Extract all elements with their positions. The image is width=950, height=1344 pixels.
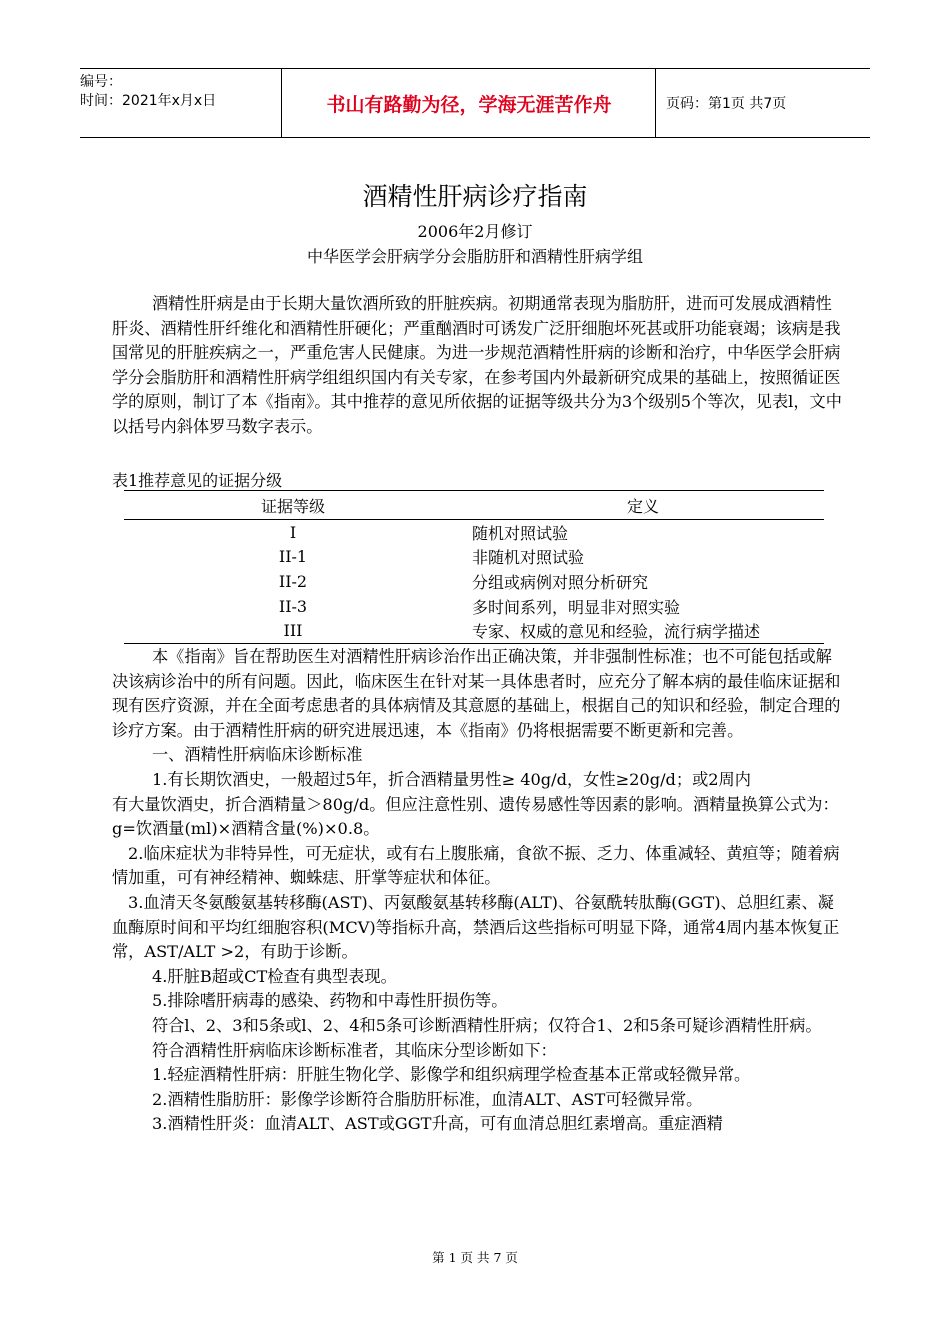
main-body — [112, 645, 844, 1137]
table-header-row — [124, 491, 824, 520]
time-label: 时间：2021年x月x日 — [80, 93, 217, 109]
criterion-1-first-line: 1.有长期饮酒史，一般超过5年，折合酒精量男性≥ 40g/d，女性≥20g/d；或2周内 — [152, 769, 751, 789]
section-heading-diagnosis: 一、酒精性肝病临床诊断标准 — [152, 745, 363, 765]
table-row — [124, 520, 824, 545]
evidence-definition: 分组或病例对照分析研究 — [472, 572, 649, 592]
table-row — [124, 545, 824, 570]
evidence-definition: 专家、权威的意见和经验，流行病学描述 — [462, 618, 824, 643]
table-row — [124, 618, 824, 643]
criteria-summary: 符合l、2、3和5条或l、2、4和5条可诊断酒精性肝病；仅符合1、2和5条可疑诊酒精性肝病。 — [152, 1015, 822, 1035]
table-row — [124, 569, 824, 594]
classification-intro: 符合酒精性肝病临床诊断标准者，其临床分型诊断如下： — [152, 1040, 557, 1060]
criterion-3: 3.血清天冬氨酸氨基转移酶(AST)、丙氨酸氨基转移酶(ALT)、谷氨酰转肽酶(GGT)、总胆红素、凝血酶原时间和平均红细胞容积(MCV)等指标升高，禁酒后这些指标可明显下降，通常4周内基本恢复正常，AST/ALT >2，有助于诊断。 — [112, 892, 840, 962]
col-definition-header: 定义 — [462, 491, 824, 520]
header-page-info: 页码：第1页 共7页 — [666, 96, 787, 112]
type-1-mild: 1.轻症酒精性肝病：肝脏生物化学、影像学和组织病理学检查基本正常或轻微异常。 — [152, 1065, 751, 1085]
evidence-level: II-1 — [278, 547, 308, 567]
intro-paragraph: 酒精性肝病是由于长期大量饮酒所致的肝脏疾病。初期通常表现为脂肪肝，进而可发展成酒精性肝炎、酒精性肝纤维化和酒精性肝硬化；严重酗酒时可诱发广泛肝细胞坏死甚或肝功能衰竭；该病是我国常见的肝脏疾病之一，严重危害人民健康。为进一步规范酒精性肝病的诊断和治疗，中华医学会肝病学分会脂肪肝和酒精性肝病学组组织国内有关专家，在参考国内外最新研究成果的基础上，按照循证医学的原则，制订了本《指南》。其中推荐的意见所依据的证据等级共分为3个级别5个等次，见表l，文中以括号内斜体罗马数字表示。 — [112, 294, 842, 436]
criterion-5: 5.排除嗜肝病毒的感染、药物和中毒性肝损伤等。 — [152, 991, 508, 1011]
organization: 中华医学会肝病学分会脂肪肝和酒精性肝病学组 — [306, 247, 643, 266]
evidence-level: II-3 — [278, 596, 308, 616]
evidence-level: II-2 — [278, 571, 308, 591]
type-2-fatty-liver: 2.酒精性脂肪肝：影像学诊断符合脂肪肝标准，血清ALT、AST可轻微异常。 — [152, 1089, 703, 1109]
document-title: 酒精性肝病诊疗指南 — [362, 182, 588, 211]
evidence-definition: 随机对照试验 — [472, 523, 569, 543]
guideline-purpose-paragraph: 本《指南》旨在帮助医生对酒精性肝病诊治作出正确决策，并非强制性标准；也不可能包括或解决该病诊治中的所有问题。因此，临床医生在针对某一具体患者时，应充分了解本病的最佳临床证据和现有医疗资源，并在全面考虑患者的具体病情及其意愿的基础上，根据自己的知识和经验，制定合理的诊疗方案。由于酒精性肝病的研究进展迅速，本《指南》仍将根据需要不断更新和完善。 — [112, 647, 841, 740]
header-meta — [80, 69, 282, 137]
page-footer: 第 1 页 共 7 页 — [432, 1250, 518, 1265]
header-motto: 书山有路勤为径，学海无涯苦作舟 — [283, 69, 656, 137]
number-label: 编号： — [80, 74, 122, 90]
revision-date: 2006年2月修订 — [417, 222, 533, 241]
type-3-hepatitis: 3.酒精性肝炎：血清ALT、AST或GGT升高，可有血清总胆红素增高。重症酒精 — [152, 1114, 723, 1134]
evidence-level: III — [124, 618, 462, 643]
evidence-definition: 多时间系列，明显非对照实验 — [472, 597, 681, 617]
col-level-header: 证据等级 — [124, 491, 462, 520]
header-table — [80, 68, 870, 138]
criterion-4: 4.肝脏B超或CT检查有典型表现。 — [152, 966, 397, 986]
evidence-definition: 非随机对照试验 — [472, 548, 585, 568]
intro-block — [112, 292, 844, 440]
evidence-level: I — [289, 522, 297, 542]
table-row — [124, 594, 824, 619]
evidence-table — [124, 490, 824, 644]
criterion-2: 2.临床症状为非特异性，可无症状，或有右上腹胀痛，食欲不振、乏力、体重减轻、黄疸等；随着病情加重，可有神经精神、蜘蛛痣、肝掌等症状和体征。 — [112, 843, 840, 888]
criterion-1-continued: 有大量饮酒史，折合酒精量＞80g/d。但应注意性别、遗传易感性等因素的影响。酒精量换算公式为：g=饮酒量(ml)×酒精含量(%)×0.8。 — [112, 794, 839, 839]
table-caption: 表1推荐意见的证据分级 — [112, 471, 283, 490]
